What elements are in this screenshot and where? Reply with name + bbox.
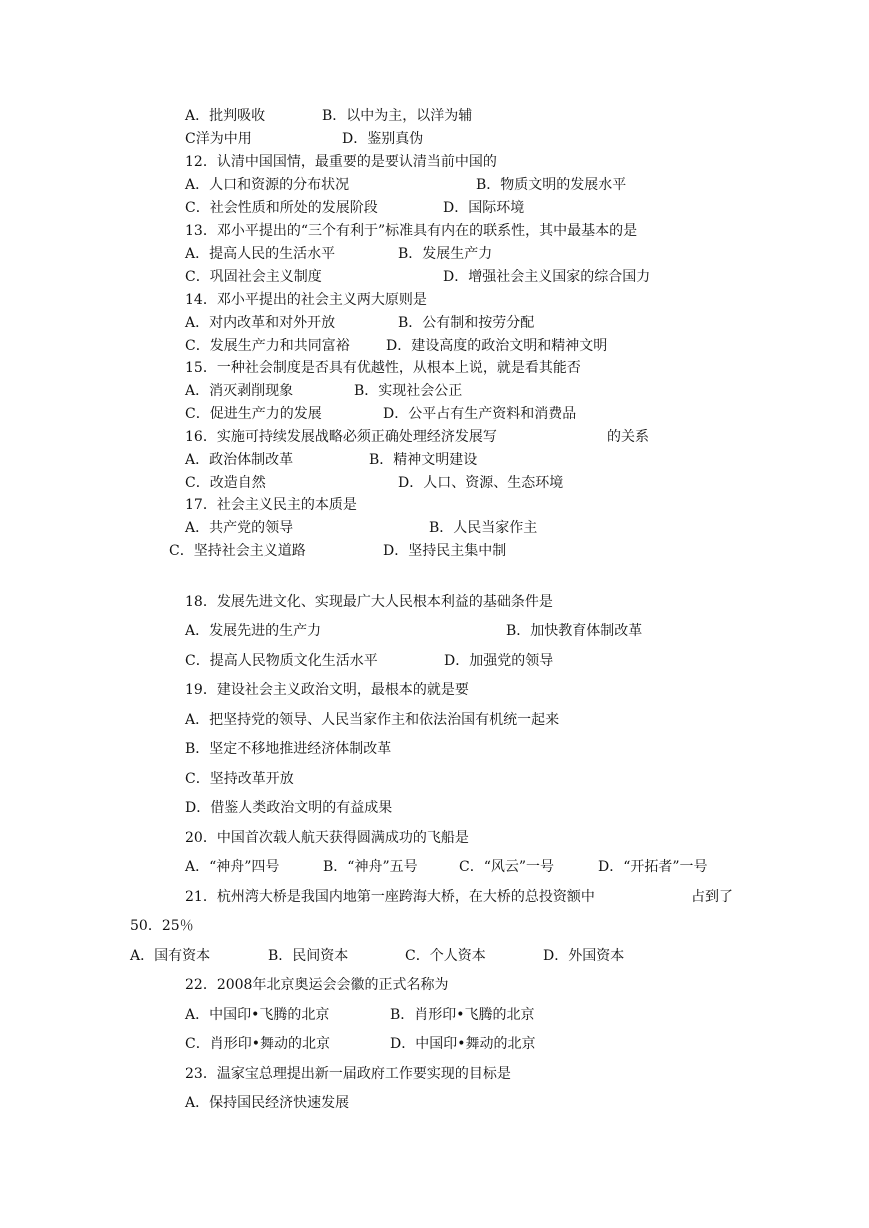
option-22-c: C．肖形印•舞动的北京 (185, 1036, 330, 1052)
option-13-b: B．发展生产力 (398, 246, 493, 262)
option-17-a: A．共产党的领导 (185, 520, 294, 536)
question-21: 21．杭州湾大桥是我国内地第一座跨海大桥，在大桥的总投资额中 (185, 889, 595, 905)
question-18: 18．发展先进文化、实现最广大人民根本利益的基础条件是 (185, 594, 553, 610)
option-12-b: B．物质文明的发展水平 (476, 177, 627, 193)
option-15-c: C．促进生产力的发展 (185, 406, 322, 422)
question-16: 16．实施可持续发展战略必须正确处理经济发展写 (185, 429, 497, 445)
option-13-a: A．提高人民的生活水平 (185, 246, 336, 262)
option-15-a: A．消灭剥削现象 (185, 383, 294, 399)
option-19-d: D．借鉴人类政治文明的有益成果 (185, 800, 393, 816)
option-22-a: A．中国印•飞腾的北京 (185, 1007, 330, 1023)
option-13-c: C．巩固社会主义制度 (185, 269, 322, 285)
option-12-d: D．国际环境 (443, 200, 525, 216)
question-19: 19．建设社会主义政治文明，最根本的就是要 (185, 682, 469, 698)
option-20-c: C．“风云”一号 (459, 859, 555, 875)
option-20-d: D．“开拓者”一号 (598, 859, 708, 875)
option-12-c: C．社会性质和所处的发展阶段 (185, 200, 378, 216)
option-14-a: A．对内改革和对外开放 (185, 315, 336, 331)
option-19-a: A．把坚持党的领导、人民当家作主和依法治国有机统一起来 (185, 712, 560, 728)
question-17: 17．社会主义民主的本质是 (185, 497, 357, 513)
option-21-d: D．外国资本 (543, 948, 625, 964)
option-14-c: C．发展生产力和共同富裕 (185, 338, 350, 354)
question-20: 20．中国首次载人航天获得圆满成功的飞船是 (185, 830, 469, 846)
question-15: 15．一种社会制度是否具有优越性，从根本上说，就是看其能否 (185, 360, 581, 376)
question-16-tail: 的关系 (607, 429, 649, 445)
option-11-b: B．以中为主，以洋为辅 (322, 108, 473, 124)
option-16-d: D．人口、资源、生态环境 (398, 475, 564, 491)
option-18-b: B．加快教育体制改革 (506, 623, 643, 639)
question-22: 22．2008年北京奥运会会徽的正式名称为 (185, 977, 449, 993)
option-20-a: A．“神舟”四号 (185, 859, 280, 875)
option-15-d: D．公平占有生产资料和消费品 (383, 406, 577, 422)
question-14: 14．邓小平提出的社会主义两大原则是 (185, 292, 427, 308)
option-15-b: B．实现社会公正 (354, 383, 463, 399)
question-13: 13．邓小平提出的“三个有利于”标准具有内在的联系性，其中最基本的是 (185, 223, 638, 239)
option-14-d: D．建设高度的政治文明和精神文明 (386, 338, 608, 354)
option-22-b: B．肖形印•飞腾的北京 (390, 1007, 535, 1023)
question-21-tail: 占到了 (691, 889, 733, 905)
option-19-b: B．坚定不移地推进经济体制改革 (185, 741, 392, 757)
option-11-a: A．批判吸收 (185, 108, 266, 124)
option-16-c: C．改造自然 (185, 475, 266, 491)
option-19-c: C．坚持改革开放 (185, 771, 294, 787)
option-18-c: C．提高人民物质文化生活水平 (185, 653, 378, 669)
option-12-a: A．人口和资源的分布状况 (185, 177, 350, 193)
option-16-b: B．精神文明建设 (369, 452, 478, 468)
option-16-a: A．政治体制改革 (185, 452, 294, 468)
question-12: 12．认清中国国情，最重要的是要认清当前中国的 (185, 154, 497, 170)
option-13-d: D．增强社会主义国家的综合国力 (443, 269, 651, 285)
option-17-c: C．坚持社会主义道路 (169, 543, 306, 559)
question-23: 23．温家宝总理提出新一届政府工作要实现的目标是 (185, 1066, 511, 1082)
option-22-d: D．中国印•舞动的北京 (390, 1036, 536, 1052)
option-18-d: D．加强党的领导 (444, 653, 554, 669)
option-11-c: C洋为中用 (185, 131, 252, 147)
option-14-b: B．公有制和按劳分配 (398, 315, 535, 331)
option-17-d: D．坚持民主集中制 (383, 543, 507, 559)
option-23-a: A．保持国民经济快速发展 (185, 1095, 350, 1111)
option-21-b: B．民间资本 (268, 948, 349, 964)
question-21-cont: 50．25％ (130, 918, 194, 934)
option-21-c: C．个人资本 (405, 948, 486, 964)
option-11-d: D．鉴别真伪 (342, 131, 424, 147)
option-17-b: B．人民当家作主 (429, 520, 538, 536)
option-18-a: A．发展先进的生产力 (185, 623, 322, 639)
option-21-a: A．国有资本 (130, 948, 211, 964)
option-20-b: B．“神舟”五号 (323, 859, 418, 875)
